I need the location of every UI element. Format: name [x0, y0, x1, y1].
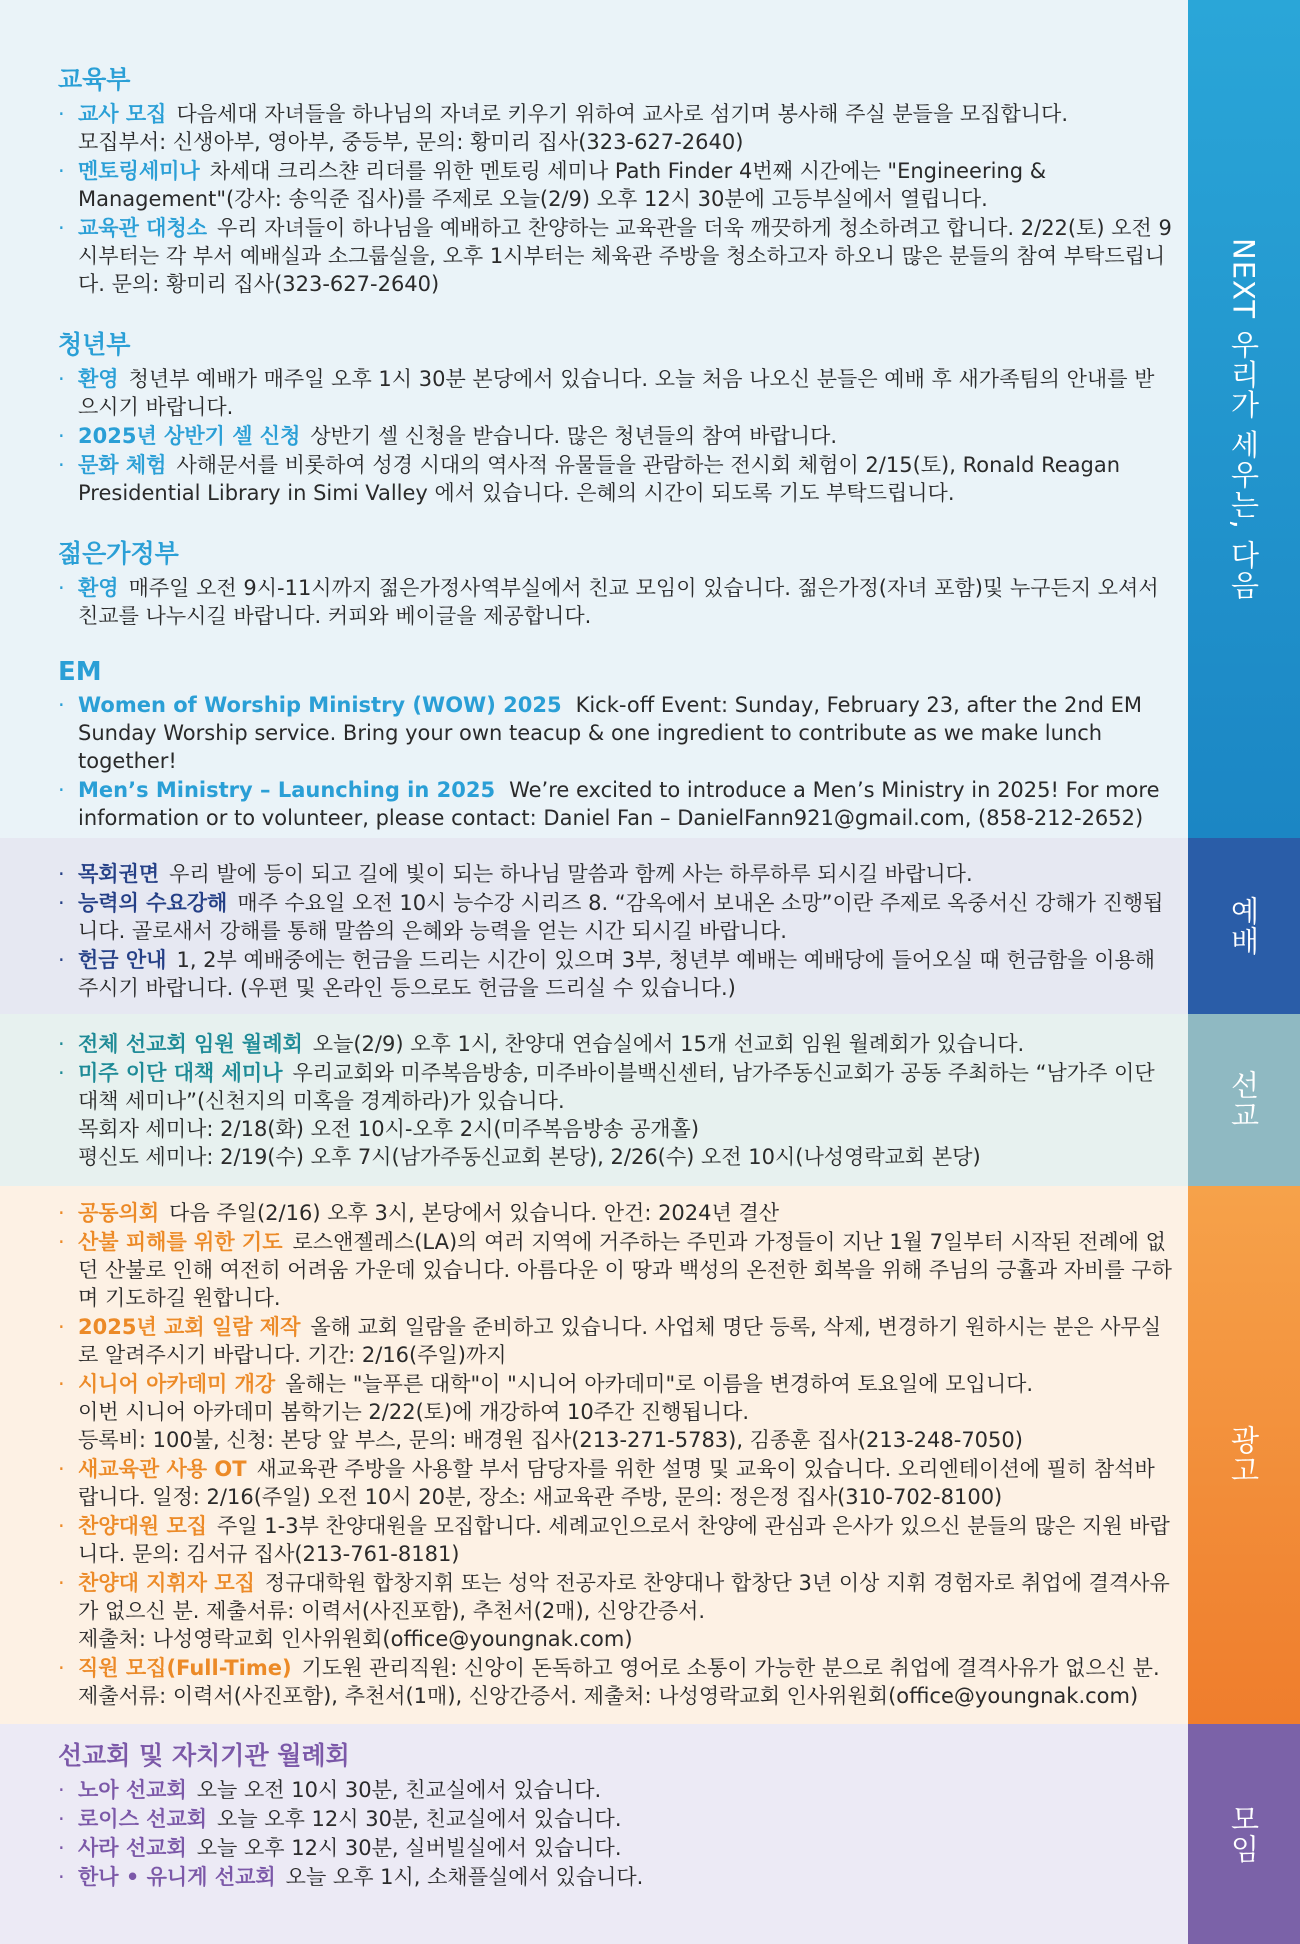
list-item	[58, 860, 1174, 888]
item-text: 다음세대 자녀들을 하나님의 자녀로 키우기 위하여 교사로 섬기며 봉사해 주실 분들을 모집합니다.	[176, 102, 1069, 126]
bullet-icon: ·	[58, 1656, 65, 1680]
list-item	[58, 157, 1174, 213]
item-text: 올해는 "늘푸른 대학"이 "시니어 아카데미"로 이름을 변경하여 토요일에 모입니다.	[285, 1372, 1034, 1396]
item-keyword: 교육관 대청소	[78, 216, 208, 240]
item-keyword: 사라 선교회	[78, 1836, 187, 1860]
bullet-icon: ·	[58, 216, 65, 240]
item-keyword: 헌금 안내	[78, 948, 167, 972]
item-keyword: 찬양대 지휘자 모집	[78, 1571, 255, 1595]
item-text: 올해 교회 일람을 준비하고 있습니다. 사업체 명단 등록, 삭제, 변경하기 원하시는 분은 사무실로 알려주시기 바랍니다. 기간: 2/16(주일)까지	[78, 1315, 1162, 1367]
bullet-icon: ·	[58, 1807, 65, 1831]
list-item	[58, 451, 1174, 507]
item-text: 기도원 관리직원: 신앙이 돈독하고 영어로 소통이 가능한 분으로 취업에 결격사유가 없으신 분. 제출서류: 이력서(사진포함), 추천서(1매), 신앙간증서. 제출처: 나성영락교회 인사위원회(office@youngnak.com)	[78, 1656, 1160, 1708]
list-item	[58, 1569, 1174, 1653]
item-text: 차세대 크리스챤 리더를 위한 멘토링 세미나 Path Finder 4번째 시간에는 "Engineering & Management"(강사: 송익준 집사)를 주제로 오늘(2/9) 오후 12시 30분에 고등부실에서 열립니다.	[78, 159, 1047, 211]
list-item	[58, 1030, 1174, 1058]
item-keyword: 문화 체험	[78, 453, 167, 477]
list-item	[58, 1059, 1174, 1171]
bullet-icon: ·	[58, 102, 65, 126]
youth-title: 청년부	[58, 330, 131, 359]
bullet-icon: ·	[58, 1514, 65, 1538]
list-item	[58, 691, 1174, 775]
list-item	[58, 574, 1174, 630]
item-text: 오늘 오후 12시 30분, 실버빌실에서 있습니다.	[196, 1836, 622, 1860]
item-subtext: 제출처: 나성영락교회 인사위원회(office@youngnak.com)	[78, 1627, 633, 1651]
item-keyword: 새교육관 사용 OT	[78, 1457, 247, 1481]
item-keyword: 찬양대원 모집	[78, 1514, 208, 1538]
item-text: 오늘 오후 12시 30분, 친교실에서 있습니다.	[217, 1807, 622, 1831]
item-text: 오늘 오후 1시, 소채플실에서 있습니다.	[285, 1865, 644, 1889]
bullet-icon: ·	[58, 1230, 65, 1254]
list-item	[58, 1834, 1174, 1862]
list-item	[58, 1228, 1174, 1312]
item-keyword: 멘토링세미나	[78, 159, 200, 183]
item-text: 사해문서를 비롯하여 성경 시대의 역사적 유물들을 관람하는 전시회 체험이 2/15(토), Ronald Reagan Presidential Library in Simi Valley 에서 있습니다. 은혜의 시간이 되도록 기도 부탁드립니다.	[78, 453, 1121, 505]
item-text: Kick-off Event: Sunday, February 23, after the 2nd EM Sunday Worship service. Bring your own teacup & one ingredient to contribute as we make lunch together!	[78, 693, 1143, 773]
item-keyword: 시니어 아카데미 개강	[78, 1372, 276, 1396]
item-text: 정규대학원 합창지휘 또는 성악 전공자로 찬양대나 합창단 3년 이상 지휘 경험자로 취업에 결격사유가 없으신 분. 제출서류: 이력서(사진포함), 추천서(2매), 신앙간증서.	[78, 1571, 1170, 1623]
bullet-icon: ·	[58, 693, 65, 717]
list-item	[58, 776, 1174, 832]
notice-section	[0, 1186, 1188, 1724]
em-group	[58, 657, 1174, 832]
mission-section	[0, 1014, 1188, 1186]
bullet-icon: ·	[58, 1571, 65, 1595]
item-keyword: Men’s Ministry – Launching in 2025	[78, 778, 496, 802]
education-title: 교육부	[58, 65, 131, 94]
list-item	[58, 1776, 1174, 1804]
item-subtext: 목회자 세미나: 2/18(화) 오전 10시-오후 2시(미주복음방송 공개홀)	[78, 1117, 700, 1141]
item-text: 다음 주일(2/16) 오후 3시, 본당에서 있습니다. 안건: 2024년 결산	[169, 1201, 780, 1225]
item-text: 우리교회와 미주복음방송, 미주바이블백신센터, 남가주동신교회가 공동 주최하는 “남가주 이단 대책 세미나”(신천지의 미혹을 경계하라)가 있습니다.	[78, 1061, 1155, 1113]
item-text: 매주일 오전 9시-11시까지 젊은가정사역부실에서 친교 모임이 있습니다. 젊은가정(자녀 포함)및 누구든지 오셔서 친교를 나누시길 바랍니다. 커피와 베이글을 제공합니다.	[78, 576, 1159, 628]
list-item	[58, 1654, 1174, 1710]
item-keyword: 노아 선교회	[78, 1778, 187, 1802]
item-subtext: 등록비: 100불, 신청: 본당 앞 부스, 문의: 배경원 집사(213-271-5783), 김종훈 집사(213-248-7050)	[78, 1428, 1023, 1452]
education-group	[58, 60, 1174, 298]
item-keyword: Women of Worship Ministry (WOW) 2025	[78, 693, 562, 717]
list-item	[58, 946, 1174, 1002]
item-keyword: 직원 모집(Full-Time)	[78, 1656, 292, 1680]
bullet-icon: ·	[58, 424, 65, 448]
item-keyword: 산불 피해를 위한 기도	[78, 1230, 283, 1254]
bullet-icon: ·	[58, 453, 65, 477]
tab-label: 선교	[1226, 1070, 1261, 1130]
item-text: 청년부 예배가 매주일 오후 1시 30분 본당에서 있습니다. 오늘 처음 나오신 분들은 예배 후 새가족팀의 안내를 받으시기 바랍니다.	[78, 367, 1155, 419]
bullet-icon: ·	[58, 1778, 65, 1802]
item-subtext: 이번 시니어 아카데미 봄학기는 2/22(토)에 개강하여 10주간 진행됩니다.	[78, 1400, 750, 1424]
bullet-icon: ·	[58, 862, 65, 886]
meeting-title: 선교회 및 자치기관 월례회	[58, 1741, 350, 1770]
list-item	[58, 1805, 1174, 1833]
item-keyword: 교사 모집	[78, 102, 167, 126]
list-item	[58, 214, 1174, 298]
tab-label: NEXT 우리가 세우는, 다음	[1226, 238, 1261, 600]
bullet-icon: ·	[58, 1457, 65, 1481]
meeting-section	[0, 1724, 1188, 1944]
item-keyword: 2025년 상반기 셀 신청	[78, 424, 301, 448]
bullet-icon: ·	[58, 159, 65, 183]
bullet-icon: ·	[58, 1061, 65, 1085]
notice-section-tab	[1188, 1186, 1300, 1724]
em-title: EM	[58, 657, 102, 687]
bullet-icon: ·	[58, 1836, 65, 1860]
item-subtext: 평신도 세미나: 2/19(수) 오후 7시(남가주동신교회 본당), 2/26(수) 오전 10시(나성영락교회 본당)	[78, 1145, 981, 1169]
list-item	[58, 1370, 1174, 1454]
bullet-icon: ·	[58, 1032, 65, 1056]
item-text: 오늘(2/9) 오후 1시, 찬양대 연습실에서 15개 선교회 임원 월례회가 있습니다.	[312, 1032, 1025, 1056]
item-text: 우리 자녀들이 하나님을 예배하고 찬양하는 교육관을 더욱 깨끗하게 청소하려고 합니다. 2/22(토) 오전 9시부터는 각 부서 예배실과 소그룹실을, 오후 1시부터는 체육관 주방을 청소하고자 하오니 많은 분들의 참여 부탁드립니다. 문의: 황미리 집사(323-627-2640)	[78, 216, 1172, 296]
meeting-section-tab	[1188, 1724, 1300, 1944]
item-subtext: 모집부서: 신생아부, 영아부, 중등부, 문의: 황미리 집사(323-627-2640)	[78, 130, 744, 154]
item-keyword: 환영	[78, 576, 119, 600]
next-generation-section	[0, 0, 1188, 838]
item-text: 로스앤젤레스(LA)의 여러 지역에 거주하는 주민과 가정들이 지난 1월 7일부터 시작된 전례에 없던 산불로 인해 여전히 어려움 가운데 있습니다. 아름다운 이 땅과 백성의 온전한 회복을 위해 주님의 긍휼과 자비를 구하며 기도하길 원합니다.	[78, 1230, 1172, 1310]
bullet-icon: ·	[58, 1372, 65, 1396]
list-item	[58, 1455, 1174, 1511]
tab-label: 모임	[1226, 1804, 1261, 1864]
item-text: 상반기 셀 신청을 받습니다. 많은 청년들의 참여 바랍니다.	[310, 424, 838, 448]
item-text: 오늘 오전 10시 30분, 친교실에서 있습니다.	[196, 1778, 602, 1802]
list-item	[58, 1863, 1174, 1891]
list-item	[58, 100, 1174, 156]
young-family-title: 젊은가정부	[58, 539, 179, 568]
item-text: 우리 발에 등이 되고 길에 빛이 되는 하나님 말씀과 함께 사는 하루하루 되시길 바랍니다.	[169, 862, 973, 886]
young-family-group	[58, 534, 1174, 630]
bullet-icon: ·	[58, 891, 65, 915]
list-item	[58, 365, 1174, 421]
bullet-icon: ·	[58, 367, 65, 391]
item-keyword: 한나 • 유니게 선교회	[78, 1865, 276, 1889]
bullet-icon: ·	[58, 1865, 65, 1889]
item-keyword: 미주 이단 대책 세미나	[78, 1061, 283, 1085]
bullet-icon: ·	[58, 778, 65, 802]
bullet-icon: ·	[58, 948, 65, 972]
next-section-tab	[1188, 0, 1300, 838]
item-text: 새교육관 주방을 사용할 부서 담당자를 위한 설명 및 교육이 있습니다. 오리엔테이션에 필히 참석바랍니다. 일정: 2/16(주일) 오전 10시 20분, 장소: 새교육관 주방, 문의: 정은정 집사(310-702-8100)	[78, 1457, 1155, 1509]
worship-section-tab	[1188, 838, 1300, 1014]
mission-section-tab	[1188, 1014, 1300, 1186]
item-keyword: 로이스 선교회	[78, 1807, 208, 1831]
tab-label: 광고	[1226, 1425, 1261, 1485]
tab-label: 예배	[1226, 896, 1261, 956]
list-item	[58, 1512, 1174, 1568]
item-text: 주일 1-3부 찬양대원을 모집합니다. 세례교인으로서 찬양에 관심과 은사가 있으신 분들의 많은 지원 바랍니다. 문의: 김서규 집사(213-761-8181)	[78, 1514, 1170, 1566]
bullet-icon: ·	[58, 1315, 65, 1339]
item-keyword: 목회권면	[78, 862, 160, 886]
list-item	[58, 889, 1174, 945]
item-text: We’re excited to introduce a Men’s Ministry in 2025! For more information or to volunteer, please contact: Daniel Fan – DanielFann921@gmail.com, (858-212-2652)	[78, 778, 1160, 830]
item-keyword: 공동의회	[78, 1201, 160, 1225]
item-keyword: 전체 선교회 임원 월례회	[78, 1032, 303, 1056]
item-text: 매주 수요일 오전 10시 능수강 시리즈 8. “감옥에서 보내온 소망”이란 주제로 옥중서신 강해가 진행됩니다. 골로새서 강해를 통해 말씀의 은혜와 능력을 얻는 시간 되시길 바랍니다.	[78, 891, 1164, 943]
list-item	[58, 422, 1174, 450]
item-keyword: 능력의 수요강해	[78, 891, 228, 915]
item-keyword: 2025년 교회 일람 제작	[78, 1315, 301, 1339]
youth-group	[58, 325, 1174, 507]
list-item	[58, 1199, 1174, 1227]
item-keyword: 환영	[78, 367, 119, 391]
worship-section	[0, 838, 1188, 1014]
bullet-icon: ·	[58, 576, 65, 600]
list-item	[58, 1313, 1174, 1369]
item-text: 1, 2부 예배중에는 헌금을 드리는 시간이 있으며 3부, 청년부 예배는 예배당에 들어오실 때 헌금함을 이용해 주시기 바랍니다. (우편 및 온라인 등으로도 헌금을 드리실 수 있습니다.)	[78, 948, 1156, 1000]
bullet-icon: ·	[58, 1201, 65, 1225]
